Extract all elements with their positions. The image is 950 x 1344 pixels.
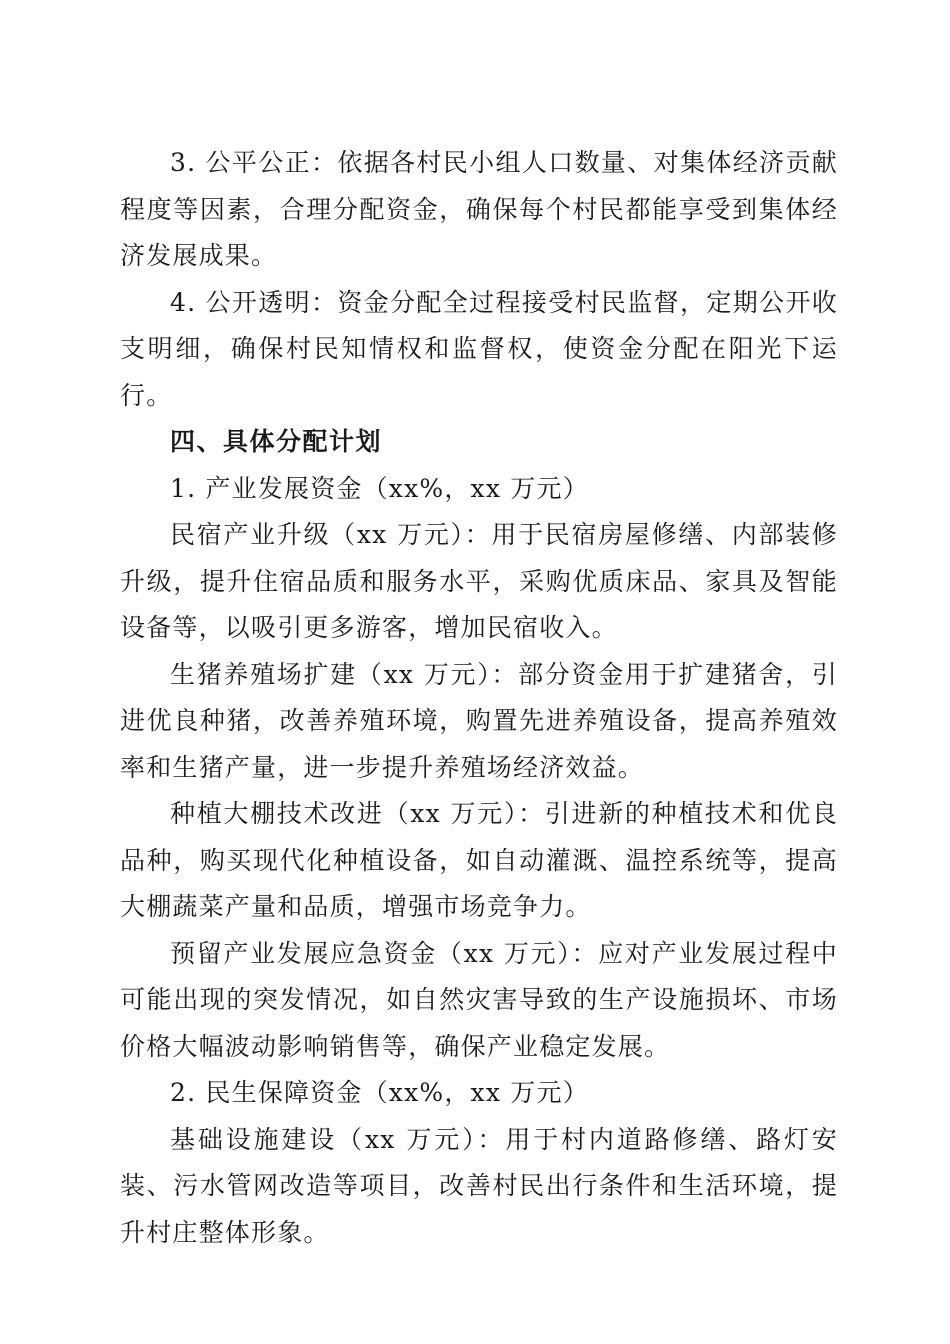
subheading-industry-funds: 1. 产业发展资金（xx%，xx 万元） <box>170 473 589 503</box>
paragraph-homestay-upgrade: 民宿产业升级（xx 万元）：用于民宿房屋修缮、内部装修升级，提升住宿品质和服务水平，采购优质床品、家具及智能设备等，以吸引更多游客，增加民宿收入。 <box>120 520 838 642</box>
paragraph-pig-farm-expansion: 生猪养殖场扩建（xx 万元）：部分资金用于扩建猪舍，引进优良种猪，改善养殖环境，购置先进养殖设备，提高养殖效率和生猪产量，进一步提升养殖场经济效益。 <box>120 659 838 782</box>
paragraph-infrastructure: 基础设施建设（xx 万元）：用于村内道路修缮、路灯安装、污水管网改造等项目，改善村民出行条件和生活环境，提升村庄整体形象。 <box>120 1124 838 1247</box>
paragraph-principle-fairness: 3. 公平公正：依据各村民小组人口数量、对集体经济贡献程度等因素，合理分配资金，确保每个村民都能享受到集体经济发展成果。 <box>120 148 838 270</box>
section-heading-distribution-plan: 四、具体分配计划 <box>170 427 383 456</box>
paragraph-principle-transparency: 4. 公开透明：资金分配全过程接受村民监督，定期公开收支明细，确保村民知情权和监督权，使资金分配在阳光下运行。 <box>120 287 838 410</box>
document-body <box>120 140 838 1256</box>
paragraph-greenhouse-improvement: 种植大棚技术改进（xx 万元）：引进新的种植技术和优良品种，购买现代化种植设备，如自动灌溉、温控系统等，提高大棚蔬菜产量和品质，增强市场竞争力。 <box>120 799 838 921</box>
subheading-livelihood-funds: 2. 民生保障资金（xx%，xx 万元） <box>170 1078 589 1107</box>
paragraph-emergency-reserve: 预留产业发展应急资金（xx 万元）：应对产业发展过程中可能出现的突发情况，如自然灾害导致的生产设施损坏、市场价格大幅波动影响销售等，确保产业稳定发展。 <box>120 938 838 1061</box>
